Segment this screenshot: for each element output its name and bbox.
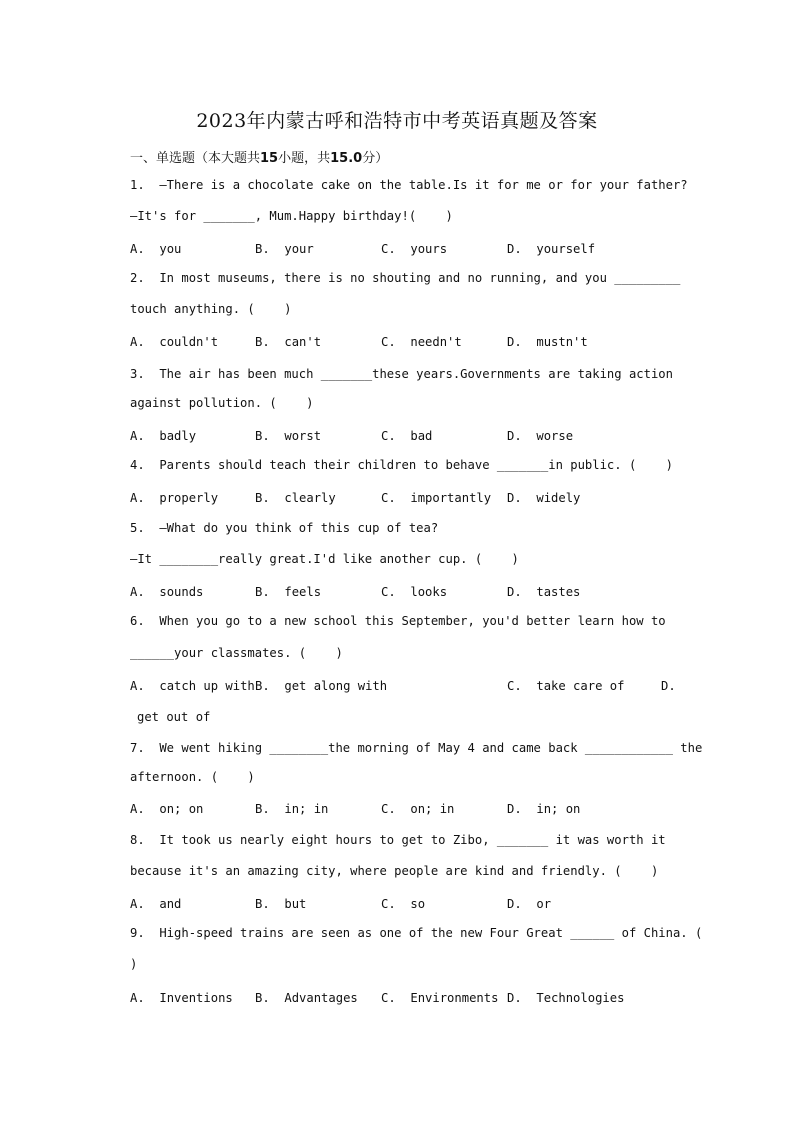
- question-7-line-2: afternoon. ( ): [130, 770, 255, 784]
- q8-option-a: A. and: [130, 897, 182, 911]
- q6-option-d-text: get out of: [137, 710, 211, 724]
- page-title: 2023年内蒙古呼和浩特市中考英语真题及答案: [196, 110, 598, 132]
- question-1-line-1: 1. —There is a chocolate cake on the table.Is it for me or for your father?: [130, 178, 688, 192]
- question-9-line-2: ): [130, 957, 138, 971]
- q5-option-d: D. tastes: [507, 585, 581, 599]
- q3-option-d: D. worse: [507, 429, 574, 443]
- question-6-line-2: ______your classmates. ( ): [130, 646, 343, 660]
- q5-option-b: B. feels: [255, 585, 322, 599]
- q4-option-b: B. clearly: [255, 491, 336, 505]
- q9-option-c: C. Environments: [381, 991, 499, 1005]
- q9-option-b: B. Advantages: [255, 991, 358, 1005]
- q3-option-c: C. bad: [381, 429, 433, 443]
- q2-option-a: A. couldn't: [130, 335, 219, 349]
- question-6-line-1: 6. When you go to a new school this September, you'd better learn how to: [130, 614, 666, 628]
- q5-option-c: C. looks: [381, 585, 448, 599]
- q3-option-a: A. badly: [130, 429, 197, 443]
- q8-option-b: B. but: [255, 897, 307, 911]
- question-8-line-1: 8. It took us nearly eight hours to get to Zibo, _______ it was worth it: [130, 833, 666, 847]
- q5-option-a: A. sounds: [130, 585, 204, 599]
- q7-option-b: B. in; in: [255, 802, 329, 816]
- q3-option-b: B. worst: [255, 429, 322, 443]
- question-3-line-2: against pollution. ( ): [130, 396, 314, 410]
- section-middle: 小题，共: [278, 151, 331, 166]
- question-9-line-1: 9. High-speed trains are seen as one of the new Four Great ______ of China. (: [130, 926, 703, 940]
- q7-option-a: A. on; on: [130, 802, 204, 816]
- q9-option-d: D. Technologies: [507, 991, 625, 1005]
- section-score: 15.0: [330, 151, 363, 166]
- q9-option-a: A. Inventions: [130, 991, 233, 1005]
- q4-option-d: D. widely: [507, 491, 581, 505]
- question-8-line-2: because it's an amazing city, where people are kind and friendly. ( ): [130, 864, 659, 878]
- question-5-line-2: —It ________really great.I'd like another cup. ( ): [130, 552, 519, 566]
- question-2-line-2: touch anything. ( ): [130, 302, 292, 316]
- question-1-line-2: —It's for _______, Mum.Happy birthday!( ): [130, 209, 453, 223]
- q6-option-a: A. catch up with: [130, 679, 255, 693]
- q4-option-a: A. properly: [130, 491, 219, 505]
- question-7-line-1: 7. We went hiking ________the morning of May 4 and came back ____________ the: [130, 741, 703, 755]
- q7-option-d: D. in; on: [507, 802, 581, 816]
- q6-option-b: B. get along with: [255, 679, 388, 693]
- q2-option-d: D. mustn't: [507, 335, 588, 349]
- question-4-line-1: 4. Parents should teach their children to behave _______in public. ( ): [130, 458, 673, 472]
- section-prefix: 一、单选题（本大题共: [130, 151, 261, 166]
- q1-option-b: B. your: [255, 242, 314, 256]
- section-heading: [130, 147, 388, 166]
- section-count: 15: [260, 151, 279, 166]
- q1-option-a: A. you: [130, 242, 182, 256]
- q1-option-c: C. yours: [381, 242, 448, 256]
- question-5-line-1: 5. —What do you think of this cup of tea?: [130, 521, 439, 535]
- q4-option-c: C. importantly: [381, 491, 492, 505]
- q6-option-d-letter: D.: [661, 679, 676, 693]
- q6-option-c: C. take care of: [507, 679, 625, 693]
- section-suffix: 分）: [362, 151, 389, 166]
- q1-option-d: D. yourself: [507, 242, 596, 256]
- question-2-line-1: 2. In most museums, there is no shouting and no running, and you _________: [130, 271, 681, 285]
- question-3-line-1: 3. The air has been much _______these years.Governments are taking action: [130, 367, 673, 381]
- q2-option-b: B. can't: [255, 335, 322, 349]
- q7-option-c: C. on; in: [381, 802, 455, 816]
- q2-option-c: C. needn't: [381, 335, 462, 349]
- q8-option-c: C. so: [381, 897, 426, 911]
- q8-option-d: D. or: [507, 897, 552, 911]
